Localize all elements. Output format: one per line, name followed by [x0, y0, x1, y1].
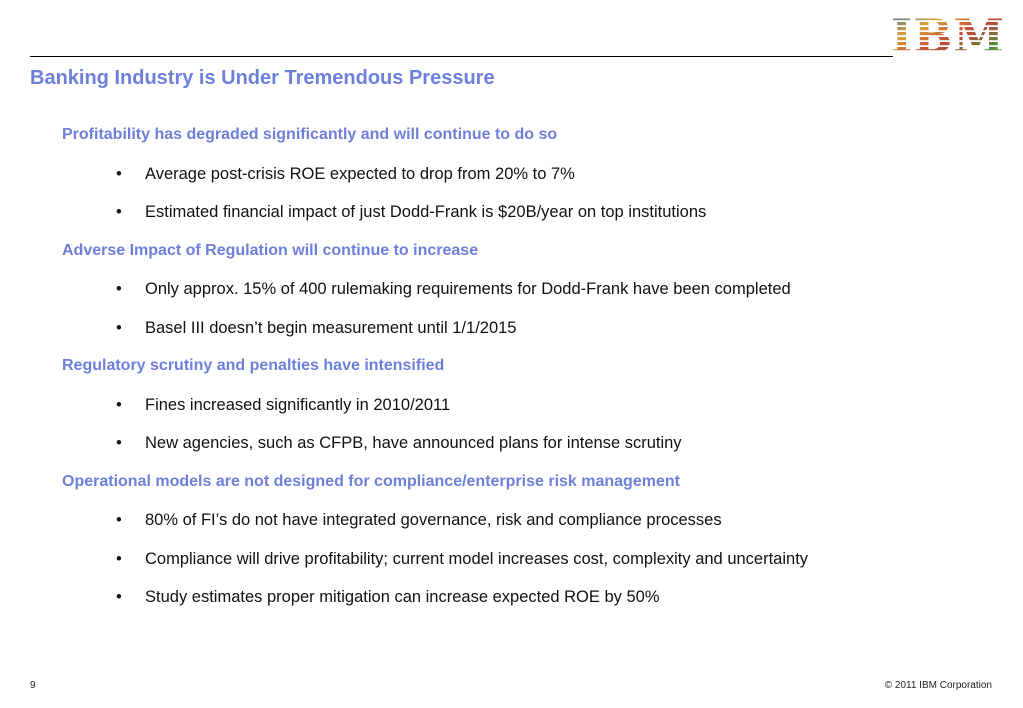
bullet-text: Basel III doesn’t begin measurement until 1/1/2015	[145, 318, 517, 337]
bullet-text: 80% of FI’s do not have integrated governance, risk and compliance processes	[145, 511, 722, 529]
bullet-icon: •	[116, 511, 122, 529]
header-rule	[30, 56, 893, 57]
bullet-icon: •	[116, 395, 122, 414]
bullet-item	[62, 509, 982, 548]
section-heading: Profitability has degraded significantly and will continue to do so	[62, 126, 558, 143]
bullet-icon: •	[116, 549, 122, 568]
bullet-text: Estimated financial impact of just Dodd-Frank is $20B/year on top institutions	[145, 203, 707, 221]
page-number: 9	[30, 680, 36, 691]
bullet-text: Study estimates proper mitigation can increase expected ROE by 50%	[145, 588, 660, 606]
section-heading: Operational models are not designed for compliance/enterprise risk management	[62, 472, 680, 490]
bullet-text: New agencies, such as CFPB, have announced plans for intense scrutiny	[145, 434, 682, 452]
bullet-item	[62, 586, 982, 625]
slide-content	[62, 124, 982, 625]
bullet-item	[62, 394, 982, 433]
section-heading: Adverse Impact of Regulation will continue to increase	[62, 241, 479, 259]
bullet-item	[62, 163, 982, 202]
bullet-icon: •	[116, 318, 122, 337]
copyright-notice: © 2011 IBM Corporation	[884, 680, 992, 691]
bullet-icon: •	[116, 164, 122, 183]
bullet-text: Compliance will drive profitability; current model increases cost, complexity and uncertainty	[145, 549, 809, 568]
bullet-item	[62, 317, 982, 356]
bullet-text: Only approx. 15% of 400 rulemaking requirements for Dodd-Frank have been completed	[145, 280, 791, 298]
section-heading: Regulatory scrutiny and penalties have intensified	[62, 357, 445, 374]
bullet-item	[62, 548, 982, 587]
slide-title: Banking Industry is Under Tremendous Pressure	[30, 67, 495, 89]
bullet-icon: •	[116, 588, 122, 606]
bullet-item	[62, 278, 982, 317]
bullet-icon: •	[116, 203, 122, 221]
bullet-text: Fines increased significantly in 2010/2011	[145, 395, 451, 414]
ibm-logo	[893, 12, 1003, 58]
bullet-item	[62, 201, 982, 240]
bullet-item	[62, 432, 982, 471]
bullet-icon: •	[116, 434, 122, 452]
bullet-text: Average post-crisis ROE expected to drop from 20% to 7%	[145, 164, 575, 183]
bullet-icon: •	[116, 280, 122, 298]
